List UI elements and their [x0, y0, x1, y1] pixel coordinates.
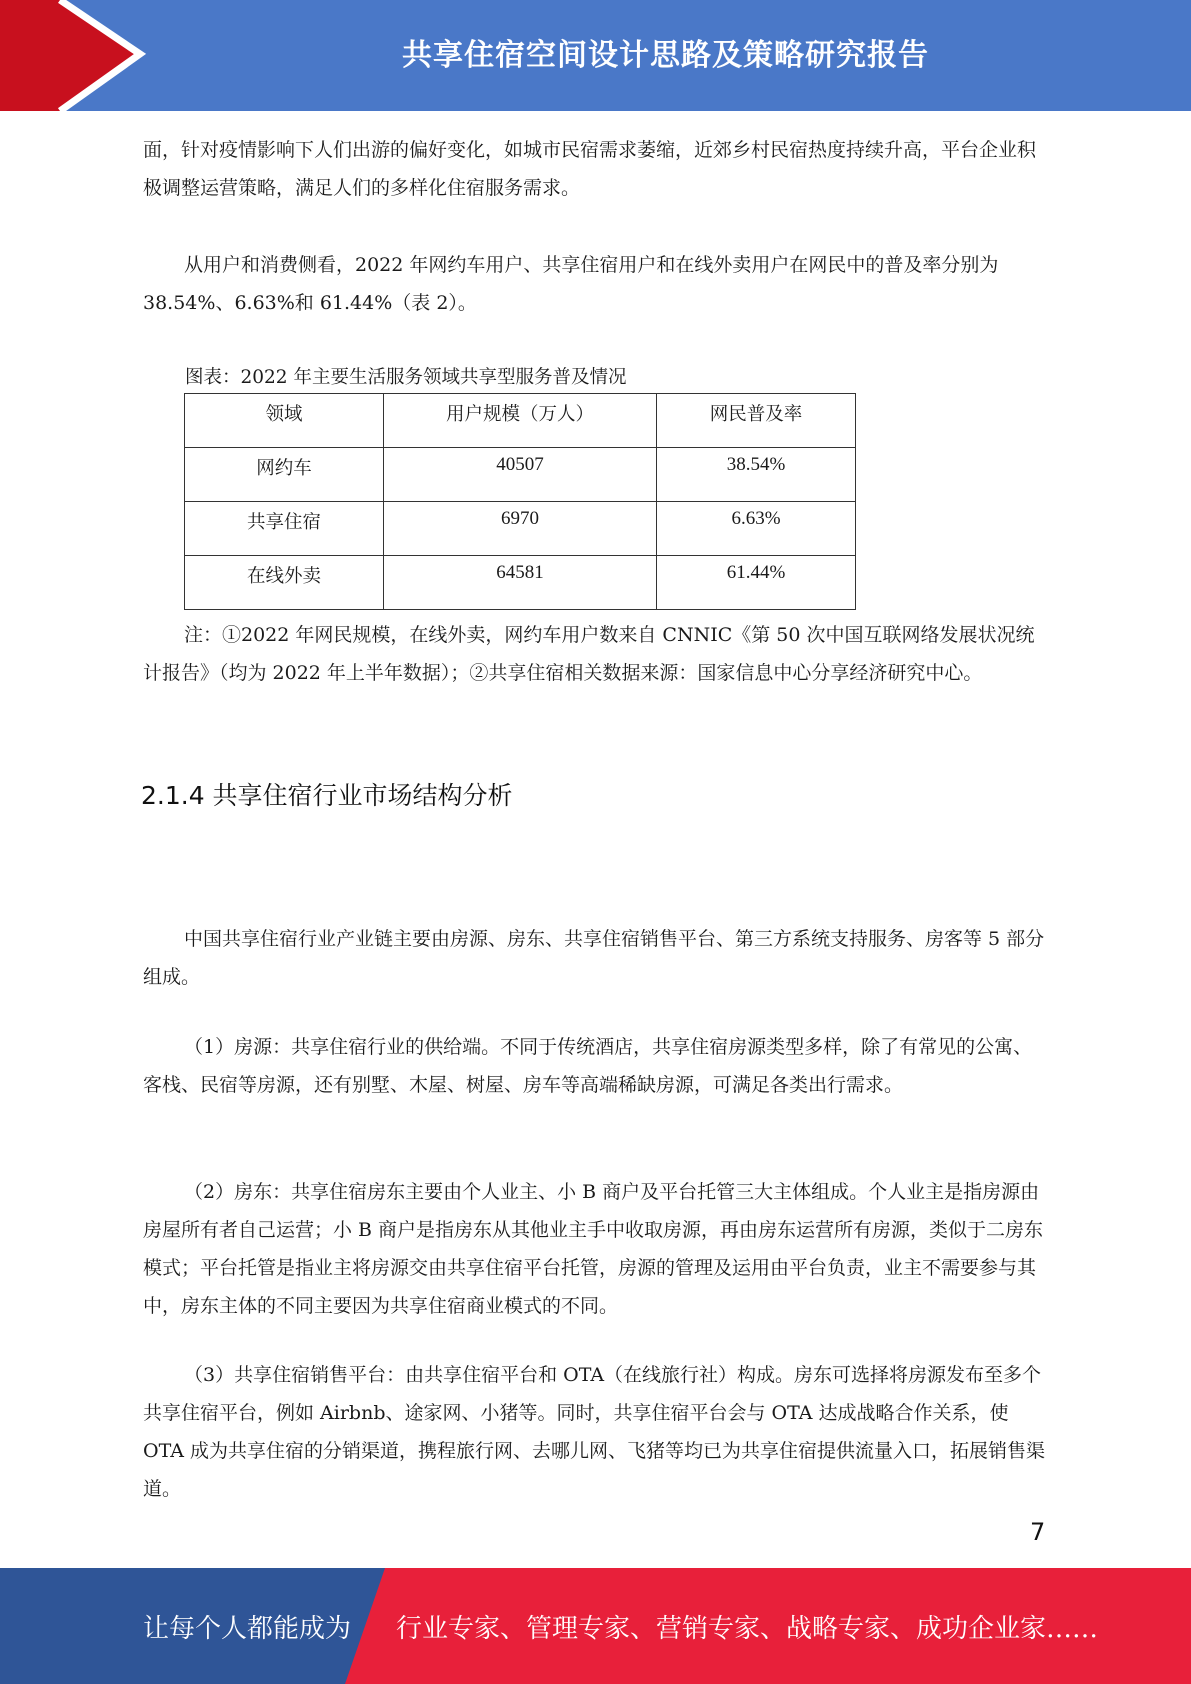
page-header [0, 0, 1191, 111]
paragraph-sales-platforms: （3）共享住宿销售平台：由共享住宿平台和 OTA（在线旅行社）构成。房东可选择将房源发布至多个共享住宿平台，例如 Airbnb、途家网、小猪等。同时，共享住宿平台会与 OTA 达成战略合作关系，使 OTA 成为共享住宿的分销渠道，携程旅行网、去哪儿网、飞猪等均已为共享住宿提供流量入口，拓展销售渠道。 [143, 1364, 1045, 1500]
table-cell: 64581 [384, 556, 657, 610]
table-header-cell: 领域 [185, 394, 384, 448]
paragraph-landlords: （2）房东：共享住宿房东主要由个人业主、小 B 商户及平台托管三大主体组成。个人业主是指房源由房屋所有者自己运营；小 B 商户是指房东从其他业主手中收取房源，再由房东运营所有房源，类似于二房东模式；平台托管是指业主将房源交由共享住宿平台托管，房源的管理及运用由平台负责，业主不需要参与其中，房东主体的不同主要因为共享住宿商业模式的不同。 [143, 1181, 1044, 1317]
table-header-cell: 用户规模（万人） [384, 394, 657, 448]
footer-slogan-right: 行业专家、管理专家、营销专家、战略专家、成功企业家…… [396, 1613, 1099, 1644]
page-footer [0, 1568, 1191, 1684]
table-header-row [185, 394, 856, 448]
table-cell: 6970 [384, 502, 657, 556]
table-caption: 图表：2022 年主要生活服务领域共享型服务普及情况 [185, 367, 627, 388]
service-penetration-table [184, 393, 856, 610]
table-cell: 在线外卖 [185, 556, 384, 610]
table-header-cell: 网民普及率 [657, 394, 856, 448]
footer-slogan-left: 让每个人都能成为 [143, 1613, 352, 1644]
paragraph-housing-supply: （1）房源：共享住宿行业的供给端。不同于传统酒店，共享住宿房源类型多样，除了有常见的公寓、客栈、民宿等房源，还有别墅、木屋、树屋、房车等高端稀缺房源，可满足各类出行需求。 [143, 1036, 1033, 1096]
table-row [185, 502, 856, 556]
section-heading: 2.1.4 共享住宿行业市场结构分析 [141, 781, 513, 810]
paragraph-usage-rates: 从用户和消费侧看，2022 年网约车用户、共享住宿用户和在线外卖用户在网民中的普及率分别为 38.54%、6.63%和 61.44%（表 2）。 [143, 254, 999, 314]
table-cell: 网约车 [185, 448, 384, 502]
table-cell: 38.54% [657, 448, 856, 502]
table-cell: 共享住宿 [185, 502, 384, 556]
table-cell: 6.63% [657, 502, 856, 556]
table-note: 注：①2022 年网民规模，在线外卖，网约车用户数来自 CNNIC《第 50 次中国互联网络发展状况统计报告》（均为 2022 年上半年数据）；②共享住宿相关数据来源：国家信息中心分享经济研究中心。 [143, 624, 1035, 684]
table-row [185, 448, 856, 502]
paragraph-continuation: 面，针对疫情影响下人们出游的偏好变化，如城市民宿需求萎缩，近郊乡村民宿热度持续升高，平台企业积极调整运营策略，满足人们的多样化住宿服务需求。 [143, 139, 1037, 199]
table-cell: 61.44% [657, 556, 856, 610]
report-title: 共享住宿空间设计思路及策略研究报告 [402, 38, 929, 73]
paragraph-industry-chain: 中国共享住宿行业产业链主要由房源、房东、共享住宿销售平台、第三方系统支持服务、房客等 5 部分组成。 [143, 928, 1045, 988]
page-number: 7 [1030, 1518, 1046, 1546]
table-row [185, 556, 856, 610]
table-cell: 40507 [384, 448, 657, 502]
